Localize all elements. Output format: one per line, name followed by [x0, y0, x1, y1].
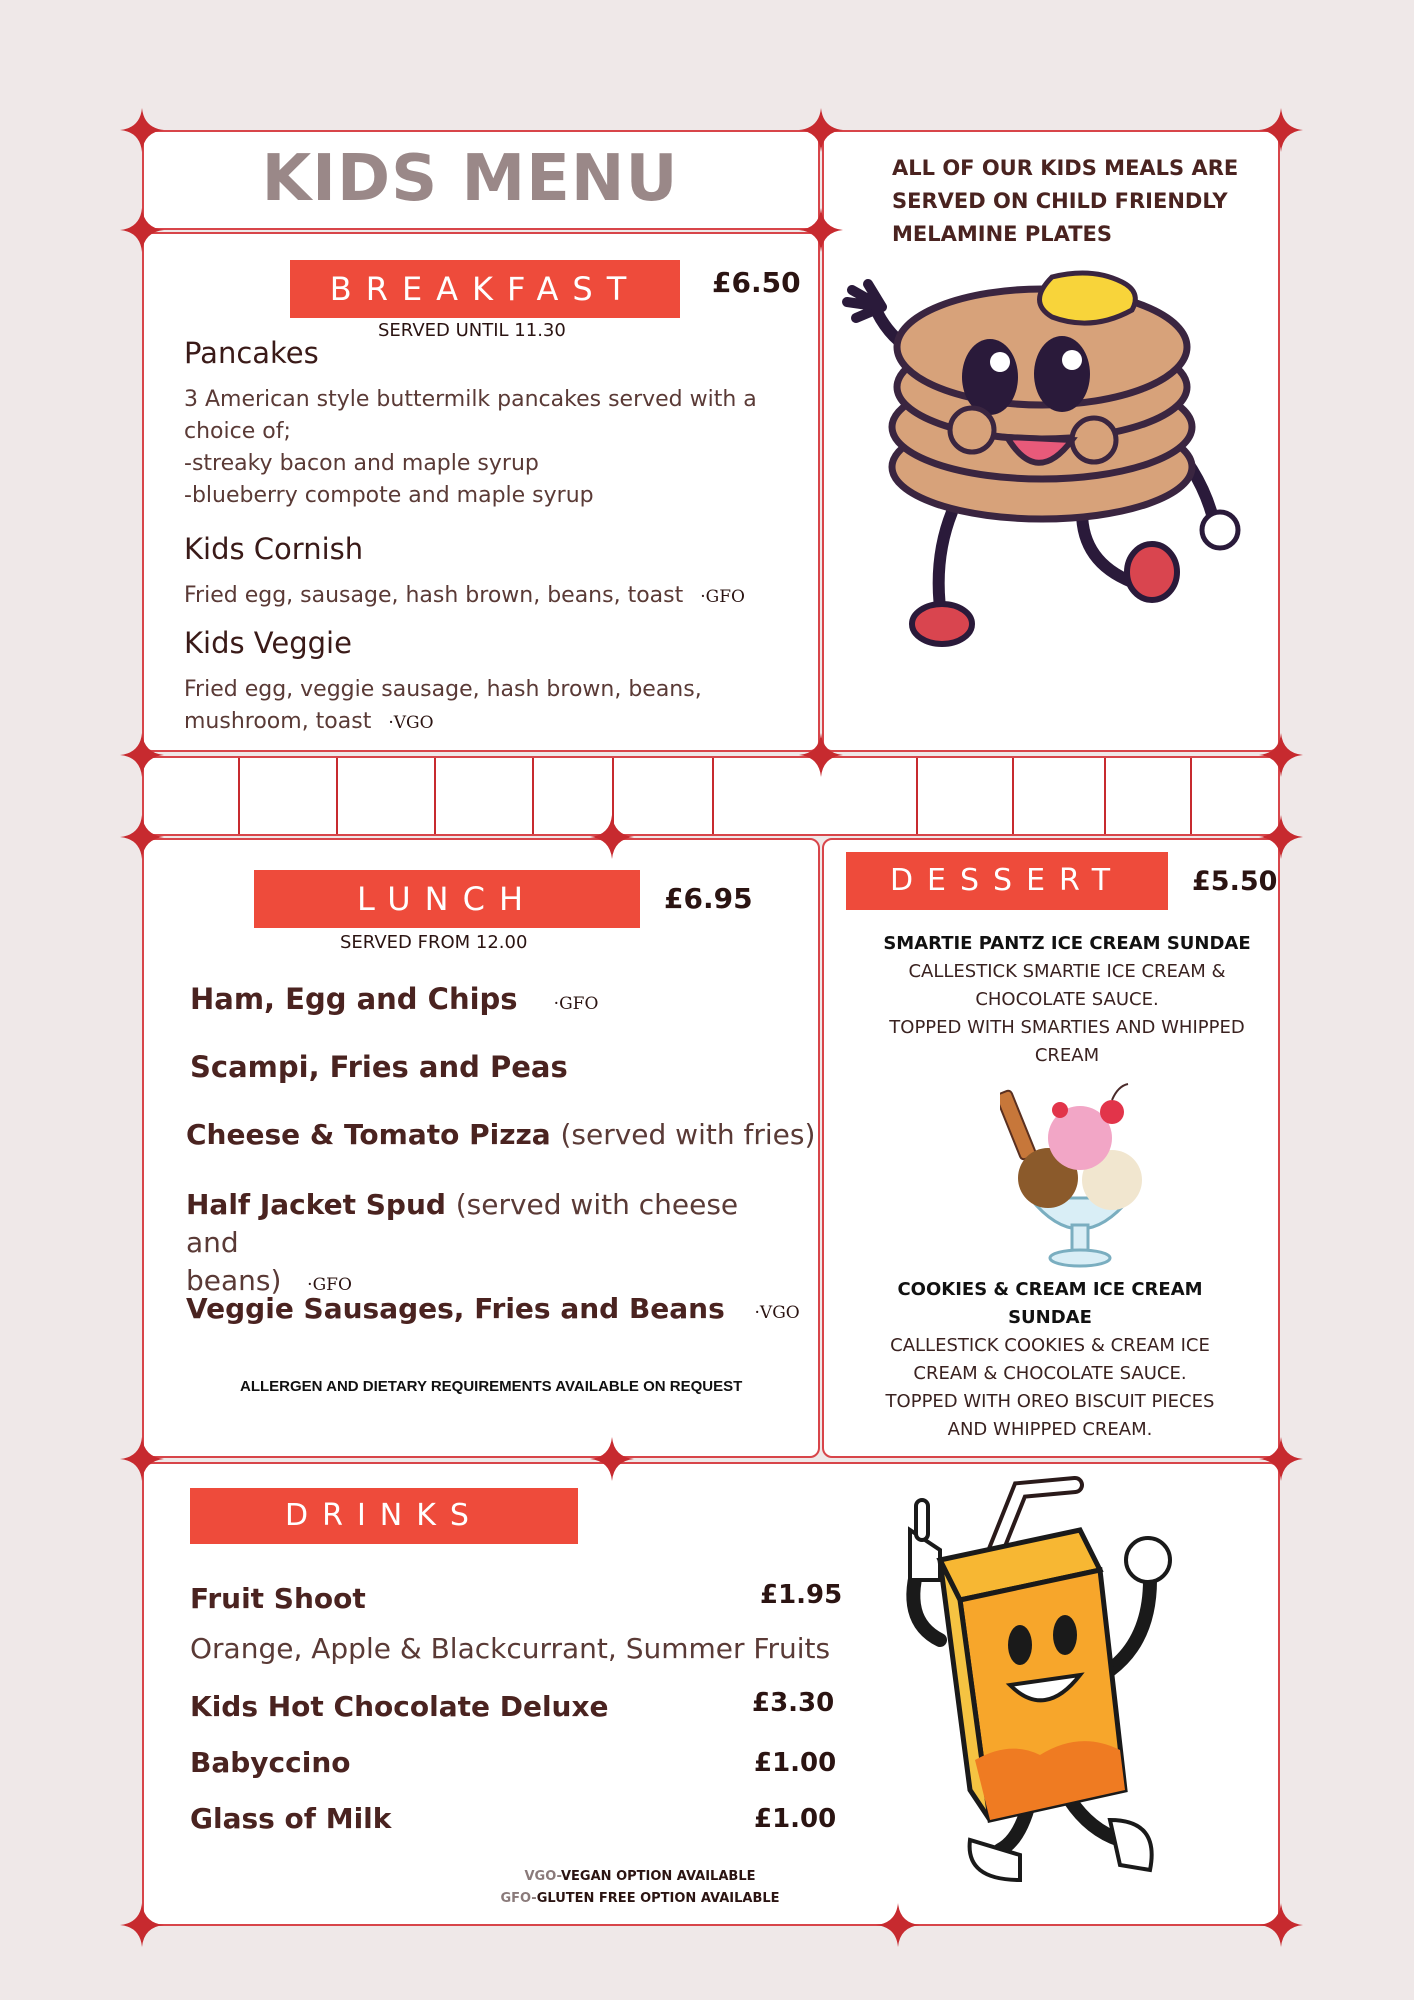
strip-divider: [712, 758, 714, 834]
drinks-heading: DRINKS: [285, 1498, 483, 1533]
lunch-item-name: Ham, Egg and Chips: [190, 982, 518, 1016]
sparkle-icon: [1259, 108, 1303, 152]
vgo-code: VGO-: [524, 1869, 561, 1884]
sparkle-icon: [799, 733, 843, 777]
drink-name: Babyccino: [190, 1746, 351, 1779]
menu-item-title: Scampi, Fries and Peas: [190, 1050, 568, 1084]
strip-divider: [336, 758, 338, 834]
note-line: SERVED ON CHILD FRIENDLY: [892, 189, 1228, 213]
note-line: ALL OF OUR KIDS MEALS ARE: [892, 156, 1239, 180]
dessert-desc-line: CREAM & CHOCOLATE SAUCE.: [913, 1363, 1187, 1384]
menu-item-title: [186, 1292, 800, 1325]
desc-line: mushroom, toast: [184, 709, 372, 734]
breakfast-banner: [290, 260, 680, 318]
dessert-item-name: SMARTIE PANTZ ICE CREAM SUNDAE: [883, 933, 1251, 954]
sparkle-icon: [1259, 1903, 1303, 1947]
lunch-heading: LUNCH: [357, 880, 537, 918]
dessert-desc-line: CHOCOLATE SAUCE.: [975, 989, 1159, 1010]
breakfast-price: £6.50: [712, 266, 801, 299]
dessert-item-name: COOKIES & CREAM ICE CREAM: [897, 1279, 1203, 1300]
allergen-notice: ALLERGEN AND DIETARY REQUIREMENTS AVAILABLE ON REQUEST: [240, 1378, 743, 1395]
sparkle-icon: [120, 1903, 164, 1947]
sparkle-icon: [1259, 1437, 1303, 1481]
dessert-desc-line: CREAM: [1034, 1045, 1100, 1066]
sparkle-icon: [590, 1437, 634, 1481]
strip-divider: [532, 758, 534, 834]
sparkle-icon: [120, 733, 164, 777]
dessert-item: [840, 1276, 1260, 1444]
lunch-item-name: Half Jacket Spud: [186, 1188, 446, 1221]
gfo-code: GFO-: [500, 1891, 537, 1906]
divider-strip: [142, 756, 1280, 836]
gfo-tag: ·GFO: [700, 587, 745, 607]
drink-price: £1.95: [760, 1580, 843, 1610]
lunch-item-extra: (served with cheese and: [186, 1188, 739, 1259]
lunch-item-name: Veggie Sausages, Fries and Beans: [186, 1292, 725, 1325]
drink-flavours: Orange, Apple & Blackcurrant, Summer Fruits: [190, 1632, 831, 1665]
dessert-desc-line: TOPPED WITH SMARTIES AND WHIPPED: [889, 1017, 1245, 1038]
sparkle-icon: [799, 108, 843, 152]
lunch-item-name: Cheese & Tomato Pizza: [186, 1118, 551, 1151]
menu-item-description: [184, 384, 757, 512]
strip-divider: [1190, 758, 1192, 834]
dessert-desc-line: CALLESTICK SMARTIE ICE CREAM &: [908, 961, 1226, 982]
menu-item-title: [186, 1118, 815, 1151]
menu-item-title: Pancakes: [184, 336, 319, 370]
pancake-mascot-illustration: [832, 262, 1272, 652]
dessert-desc-line: AND WHIPPED CREAM.: [947, 1419, 1153, 1440]
vgo-tag: ·VGO: [754, 1303, 800, 1323]
strip-divider: [1012, 758, 1014, 834]
strip-divider: [1104, 758, 1106, 834]
dessert-item-name: SUNDAE: [1008, 1307, 1092, 1328]
drink-name: Fruit Shoot: [190, 1582, 366, 1615]
breakfast-heading: BREAKFAST: [329, 270, 641, 308]
strip-divider: [916, 758, 918, 834]
sparkle-icon: [1259, 815, 1303, 859]
ice-cream-sundae-illustration: [1000, 1070, 1160, 1270]
gfo-text: GLUTEN FREE OPTION AVAILABLE: [536, 1891, 780, 1906]
sparkle-icon: [120, 108, 164, 152]
drink-price: £1.00: [754, 1748, 837, 1778]
strip-divider: [434, 758, 436, 834]
desc-line: choice of;: [184, 419, 291, 444]
drinks-banner: [190, 1488, 578, 1544]
dessert-banner: [846, 852, 1168, 910]
vgo-text: VEGAN OPTION AVAILABLE: [560, 1869, 756, 1884]
sparkle-icon: [120, 815, 164, 859]
menu-item-description: [184, 580, 745, 613]
dessert-price: £5.50: [1192, 866, 1278, 897]
sparkle-icon: [1259, 733, 1303, 777]
lunch-price: £6.95: [664, 882, 753, 915]
sparkle-icon: [120, 1437, 164, 1481]
lunch-banner: [254, 870, 640, 928]
menu-item-title: [190, 982, 598, 1016]
desc-line: 3 American style buttermilk pancakes served with a: [184, 387, 757, 412]
drink-name: Kids Hot Chocolate Deluxe: [190, 1690, 609, 1723]
juice-box-mascot-illustration: [880, 1470, 1220, 1910]
lunch-item-extra: beans): [186, 1264, 282, 1297]
desc-line: Fried egg, sausage, hash brown, beans, toast: [184, 583, 684, 608]
dietary-legend: [490, 1866, 790, 1910]
drink-name: Glass of Milk: [190, 1802, 392, 1835]
lunch-served-time: SERVED FROM 12.00: [340, 932, 528, 953]
menu-item-title: Kids Cornish: [184, 532, 364, 566]
breakfast-served-time: SERVED UNTIL 11.30: [378, 320, 566, 341]
dessert-heading: DESSERT: [889, 863, 1125, 898]
drink-price: £3.30: [752, 1688, 835, 1718]
sparkle-icon: [120, 208, 164, 252]
dessert-desc-line: TOPPED WITH OREO BISCUIT PIECES: [885, 1391, 1215, 1412]
dessert-item: [850, 930, 1284, 1070]
gfo-tag: ·GFO: [307, 1275, 352, 1295]
page-title: KIDS MENU: [261, 142, 679, 216]
desc-line: -blueberry compote and maple syrup: [184, 483, 594, 508]
drink-price: £1.00: [754, 1804, 837, 1834]
note-line: MELAMINE PLATES: [892, 222, 1113, 246]
sparkle-icon: [590, 815, 634, 859]
menu-item-title: [186, 1186, 756, 1304]
desc-line: Fried egg, veggie sausage, hash brown, beans,: [184, 677, 702, 702]
menu-item-description: [184, 674, 702, 739]
vgo-tag: ·VGO: [388, 713, 434, 733]
desc-line: -streaky bacon and maple syrup: [184, 451, 539, 476]
dessert-desc-line: CALLESTICK COOKIES & CREAM ICE: [890, 1335, 1210, 1356]
gfo-tag: ·GFO: [553, 994, 599, 1014]
plates-note: [892, 152, 1238, 251]
menu-item-title: Kids Veggie: [184, 626, 352, 660]
lunch-item-extra: (served with fries): [560, 1118, 816, 1151]
strip-divider: [238, 758, 240, 834]
sparkle-icon: [799, 208, 843, 252]
